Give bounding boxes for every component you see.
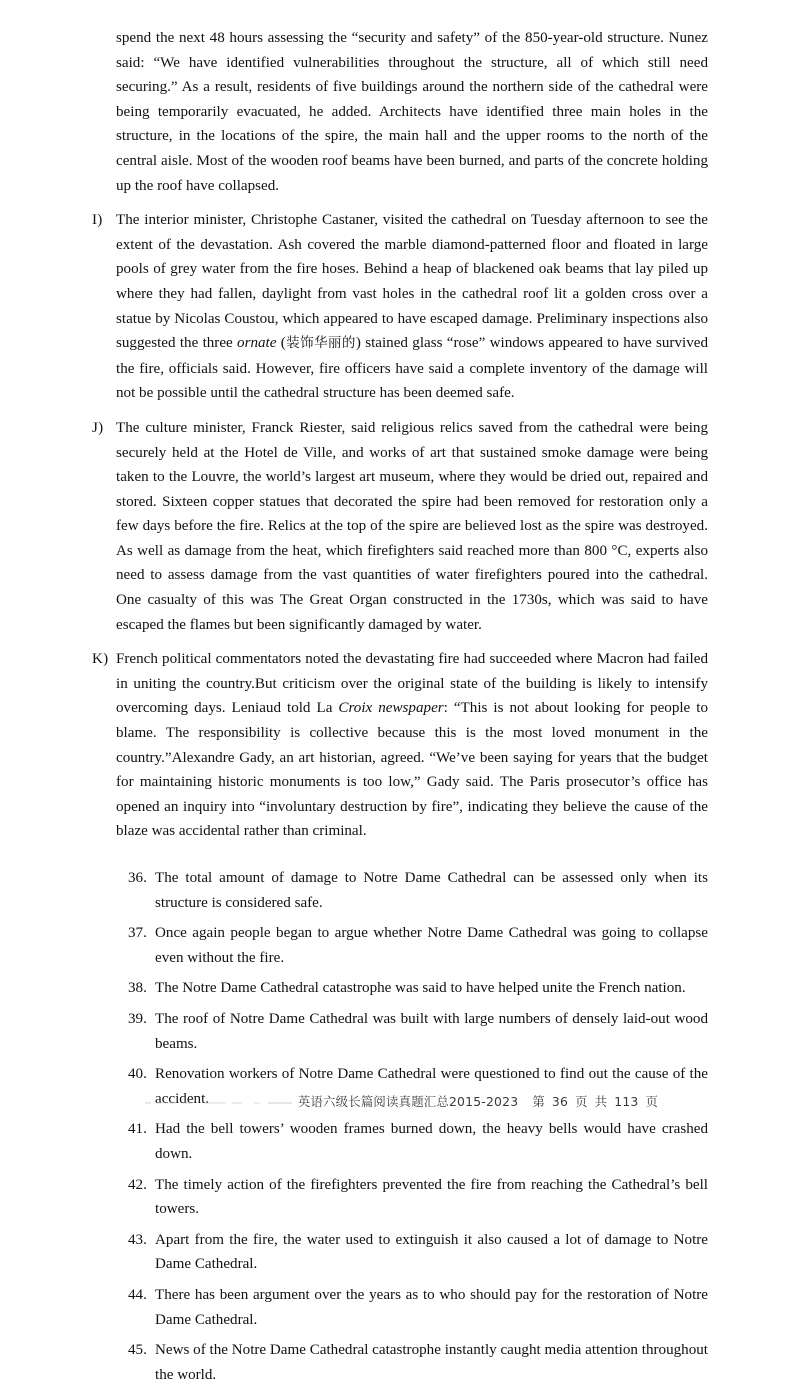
question-text: The timely action of the firefighters prevented the fire from reaching the Cathedral’s bell towers. <box>155 1176 708 1218</box>
question-item <box>92 1117 708 1166</box>
footer-total-unit: 页 <box>645 1094 659 1109</box>
paragraph-text-k <box>116 647 708 844</box>
paragraph-text-j: The culture minister, Franck Riester, said religious relics saved from the cathedral were being securely held at the Hotel de Ville, and works of art that sustained smoke damage were being taken to the Louvre, the world’s largest art museum, where they would be dried out, repaired and stored. Sixteen copper statues that decorated the spire had been removed for restoration only a few days before the fire. Relics at the top of the spire are believed lost as the spire was destroyed. As well as damage from the heat, which firefighters said reached more than 800 °C, experts also need to assess damage from the vast quantities of water firefighters poured into the cathedral. One casualty of this was The Great Organ constructed in the 1730s, which was said to have escaped the flames but been significantly damaged by water. <box>116 419 708 633</box>
question-text: Had the bell towers’ wooden frames burned down, the heavy bells would have crashed down. <box>155 1121 708 1162</box>
question-number: 36. <box>128 870 147 886</box>
question-number: 38. <box>128 980 147 997</box>
paragraph-i-chinese-gloss: 装饰华丽的 <box>285 336 356 352</box>
question-item <box>92 1283 708 1332</box>
footer-page-unit: 页 <box>575 1094 588 1109</box>
paragraph-label-j: J) <box>92 419 104 436</box>
page-footer <box>0 1086 800 1116</box>
paragraph-text: spend the next 48 hours assessing the “security and safety” of the 850-year-old structure. Nunez said: “We have identified vulnerabilities throughout the structure, all of which still need securing.” As a result, residents of five buildings around the northern side of the cathedral were being temporarily evacuated, he added. Architects have identified three main holes in the structure, in the locations of the spire, the main hall and the upper rooms to the north of the central aisle. Most of the wooden roof beams have been burned, and parts of the concrete holding up the roof have collapsed. <box>116 30 708 194</box>
paragraph-text-i <box>116 208 708 406</box>
question-number: 44. <box>128 1286 147 1303</box>
paragraph-j <box>92 416 708 637</box>
question-number: 45. <box>128 1342 147 1359</box>
question-item <box>92 1228 708 1277</box>
document-content <box>92 26 708 1393</box>
question-number: 41. <box>128 1121 147 1138</box>
question-number: 40. <box>128 1066 147 1083</box>
question-text: The Notre Dame Cathedral catastrophe was said to have helped unite the French nation. <box>155 980 686 997</box>
paragraph-k-part-1: French political commentators noted the devastating fire had succeeded where Macron had failed in uniting the country.But criticism over the original state of the building is likely to intensify overcoming days. Leniaud told La <box>116 651 708 717</box>
question-item <box>92 1007 708 1056</box>
question-text: There has been argument over the years as to who should pay for the restoration of Notre Dame Cathedral. <box>155 1286 708 1328</box>
question-item <box>92 976 708 1001</box>
question-text: News of the Notre Dame Cathedral catastrophe instantly caught media attention throughout the world. <box>155 1342 708 1383</box>
question-item <box>92 1173 708 1222</box>
question-number: 37. <box>128 925 147 942</box>
paragraph-k-italic-term: Croix newspaper <box>338 700 444 717</box>
question-text: The total amount of damage to Notre Dame Cathedral can be assessed only when its structure is considered safe. <box>155 870 708 911</box>
paragraph-k <box>92 647 708 844</box>
paragraph-label-i: I) <box>92 212 103 229</box>
footer-total-number: 113 <box>614 1094 639 1109</box>
footer-page-label: 第 <box>532 1094 545 1109</box>
question-item <box>92 866 708 915</box>
paragraph-i-italic-term: ornate <box>237 335 277 352</box>
footer-total-label: 共 <box>594 1094 608 1109</box>
question-text: The roof of Notre Dame Cathedral was built with large numbers of densely laid-out wood beams. <box>155 1010 708 1052</box>
paragraph-i-part-2: ( <box>276 335 286 352</box>
question-number: 42. <box>128 1176 147 1193</box>
scan-artifact-smudge <box>142 1096 292 1106</box>
question-number: 43. <box>128 1231 147 1248</box>
question-list <box>92 866 708 1387</box>
footer-title: 英语六级长篇阅读真题汇总2015-2023 <box>297 1094 519 1109</box>
paragraph-k-part-2: : “This is not about looking for people to blame. The responsibility is collective because this is the most loved monument in the country.”Alexandre Gady, an art historian, agreed. “We’ve been saying for years that the budget for maintaining historic monuments is too low,” Gady said. The Paris prosecutor’s office has opened an inquiry into “involuntary destruction by fire”, indicating they believe the cause of the blaze was accidental rather than criminal. <box>116 700 709 840</box>
footer-text-block <box>298 1092 658 1110</box>
question-item <box>92 921 708 970</box>
question-item <box>92 1338 708 1387</box>
question-text: Renovation workers of Notre Dame Cathedral were questioned to find out the cause of the accident. <box>155 1066 708 1107</box>
question-text: Once again people began to argue whether Notre Dame Cathedral was going to collapse even without the fire. <box>155 925 708 966</box>
paragraph-i-part-3: ) stained glass “rose” windows appeared to have survived the fire, officials said. However, fire officers have said a complete inventory of the damage will not be possible until the cathedral structure has been deemed safe. <box>116 335 708 402</box>
footer-page-number: 36 <box>551 1094 569 1109</box>
question-number: 39. <box>128 1010 147 1027</box>
paragraph-continuation <box>92 26 708 198</box>
question-text: Apart from the fire, the water used to extinguish it also caused a lot of damage to Notre Dame Cathedral. <box>155 1231 708 1273</box>
paragraph-label-k: K) <box>92 651 109 668</box>
paragraph-i-part-1: The interior minister, Christophe Castaner, visited the cathedral on Tuesday afternoon to see the extent of the devastation. Ash covered the marble diamond-patterned floor and floated in large pools of grey water from the fire hoses. Behind a heap of blackened oak beams that lay piled up where they had fallen, daylight from vast holes in the cathedral roof lit a golden cross over a statue by Nicolas Coustou, which appeared to have escaped damage. Preliminary inspections also suggested the three <box>116 212 708 352</box>
paragraph-i <box>92 208 708 406</box>
